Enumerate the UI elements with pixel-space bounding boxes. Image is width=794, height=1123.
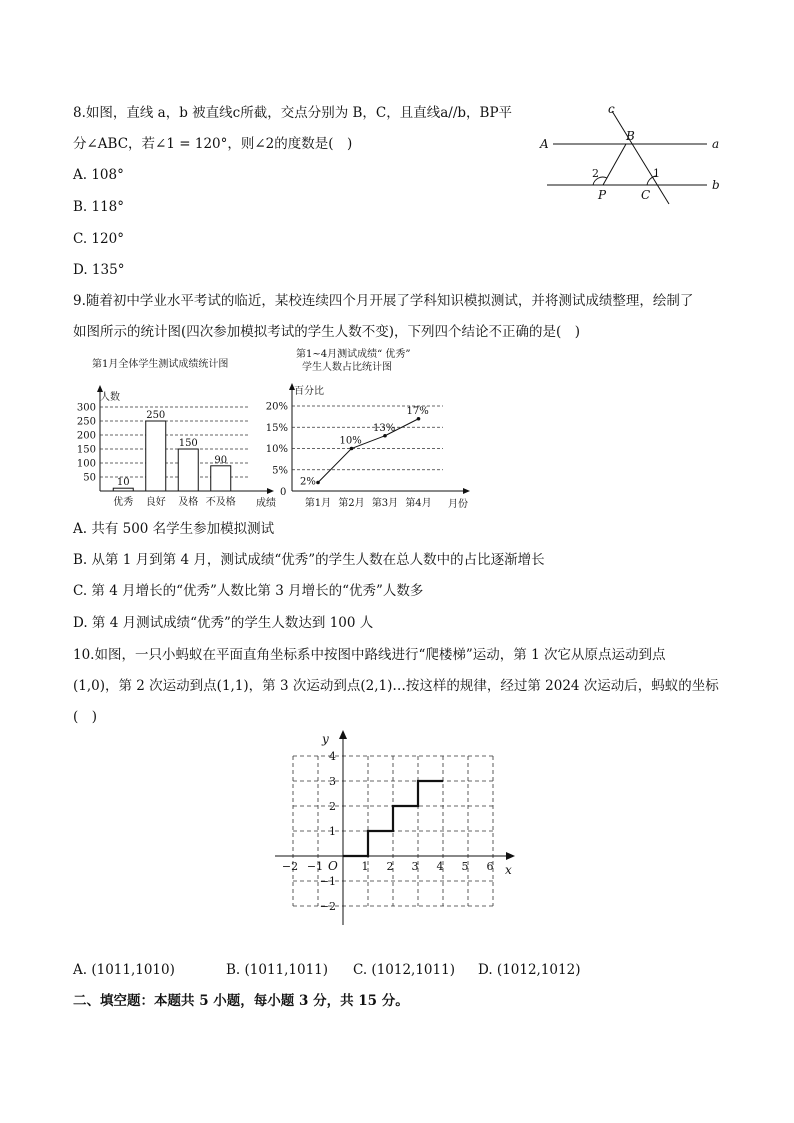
line-chart-excellent-ratio [258,344,483,516]
x-tick-label: 6 [486,860,494,873]
bar-ytick-label: 300 [76,402,96,414]
segment-bp [603,144,626,185]
line-point [417,417,421,421]
line-chart-origin: 0 [280,487,287,498]
q8-option-d: D. 135° [73,262,125,278]
line-point [383,434,387,438]
bar-value-label: 150 [178,438,198,449]
y-tick-label: 4 [329,750,336,763]
line-ytick-label: 10% [265,444,288,455]
q10-option-c: C. (1012,1011) [353,962,455,978]
y-tick-label: −2 [319,900,336,913]
q10-stem-line1: 10.如图，一只小蚂蚁在平面直角坐标系中按图中路线进行“爬楼梯”运动，第 1 次它从原点运动到点 [73,647,666,663]
bar [113,488,133,491]
line-value-label: 13% [373,422,396,434]
bar-chart-month1 [70,350,285,515]
line-chart-title-2: 学生人数占比统计图 [302,362,392,373]
line-chart-ylabel: 百分比 [294,386,324,397]
y-tick-label: 3 [329,775,336,788]
q10-option-d: D. (1012,1012) [478,962,581,978]
x-tick-label: −2 [281,860,299,873]
q9-option-b: B. 从第 1 月到第 4 月，测试成绩“优秀”的学生人数在总人数中的占比逐渐增长 [73,552,545,568]
bar-chart-xlabel: 成绩 [256,498,276,509]
q8-option-b: B. 118° [73,199,125,215]
q9-option-c: C. 第 4 月增长的“优秀”人数比第 3 月增长的“优秀”人数多 [73,583,424,599]
label-B: B [626,129,635,143]
label-C: C [641,188,651,202]
x-tick-label: 2 [386,860,394,873]
x-tick-label: 4 [436,860,444,873]
x-tick-label: 5 [461,860,469,873]
y-tick-label: −1 [319,875,336,888]
line-point [316,481,320,485]
bar-category-label: 优秀 [113,497,134,508]
line-ytick-label: 20% [265,401,288,413]
section-2-heading: 二、填空题：本题共 5 小题，每小题 3 分，共 15 分。 [73,993,409,1009]
line-category-label: 第4月 [405,498,432,509]
y-tick-label: 1 [329,825,336,838]
line-value-label: 2% [300,476,316,488]
label-angle-2: 2 [592,167,599,180]
label-A: A [540,137,549,151]
bar [178,449,198,491]
q8-option-c: C. 120° [73,231,124,247]
bar-chart-title: 第1月全体学生测试成绩统计图 [92,359,229,370]
line-category-label: 第2月 [338,498,365,509]
bar-category-label: 良好 [145,497,166,508]
line-chart-xlabel: 月份 [448,499,468,510]
bar [211,466,231,491]
bar-value-label: 250 [146,410,166,421]
q10-coordinate-figure [270,725,530,930]
line-category-label: 第1月 [304,498,332,509]
line-ytick-label: 15% [265,422,288,434]
bar-chart-ylabel: 人数 [100,392,120,403]
q10-stem-line2: (1,0)，第 2 次运动到点(1,1)，第 3 次运动到点(2,1)…按这样的规律，经过第 2024 次运动后，蚂蚁的坐标 [73,678,719,694]
label-angle-1: 1 [653,167,660,180]
excellent-ratio-line [318,419,419,483]
origin-label: O [328,859,338,873]
line-value-label: 10% [339,435,362,447]
x-axis-label: x [505,863,512,877]
line-ytick-label: 5% [272,465,288,477]
line-category-label: 第3月 [371,498,399,509]
q9-stem-line1: 9.随着初中学业水平考试的临近，某校连续四个月开展了学科知识模拟测试，并将测试成绩整理，绘制了 [73,293,694,309]
label-c: c [608,102,615,116]
q8-stem-line1: 8.如图，直线 a，b 被直线c所截，交点分别为 B，C，且直线a//b，BP平 [73,105,513,121]
bar-value-label: 10 [116,477,130,489]
q10-option-a: A. (1011,1010) [73,962,175,978]
bar-ytick-label: 50 [83,472,96,484]
q9-stem-line2: 如图所示的统计图(四次参加模拟考试的学生人数不变)，下列四个结论不正确的是( ) [73,324,581,340]
q8-figure [535,98,735,208]
x-tick-label: 3 [411,860,419,873]
bar-ytick-label: 100 [76,458,96,470]
bar-ytick-label: 250 [76,416,96,428]
bar-value-label: 90 [214,454,228,466]
label-a: a [712,137,720,151]
q10-option-b: B. (1011,1011) [226,962,329,978]
bar-category-label: 不及格 [205,497,236,508]
label-b: b [712,178,720,192]
q9-option-a: A. 共有 500 名学生参加模拟测试 [73,521,275,537]
bar-category-label: 及格 [178,497,199,508]
x-tick-label: −1 [306,860,324,873]
q8-stem-line2: 分∠ABC，若∠1 = 120°，则∠2的度数是( ) [73,136,353,152]
q10-stem-line3: ( ) [73,709,98,725]
line-chart-title-1: 第1~4月测试成绩“ 优秀” [296,349,411,360]
line-point [350,447,354,451]
line-value-label: 17% [406,405,429,417]
y-tick-label: 2 [329,800,336,813]
bar [146,421,166,491]
bar-ytick-label: 150 [76,444,96,456]
y-axis-label: y [322,732,329,746]
q9-option-d: D. 第 4 月测试成绩“优秀”的学生人数达到 100 人 [73,615,374,631]
x-tick-label: 1 [361,860,369,873]
q8-option-a: A. 108° [73,167,124,183]
bar-ytick-label: 200 [76,430,96,442]
label-P: P [598,188,607,202]
